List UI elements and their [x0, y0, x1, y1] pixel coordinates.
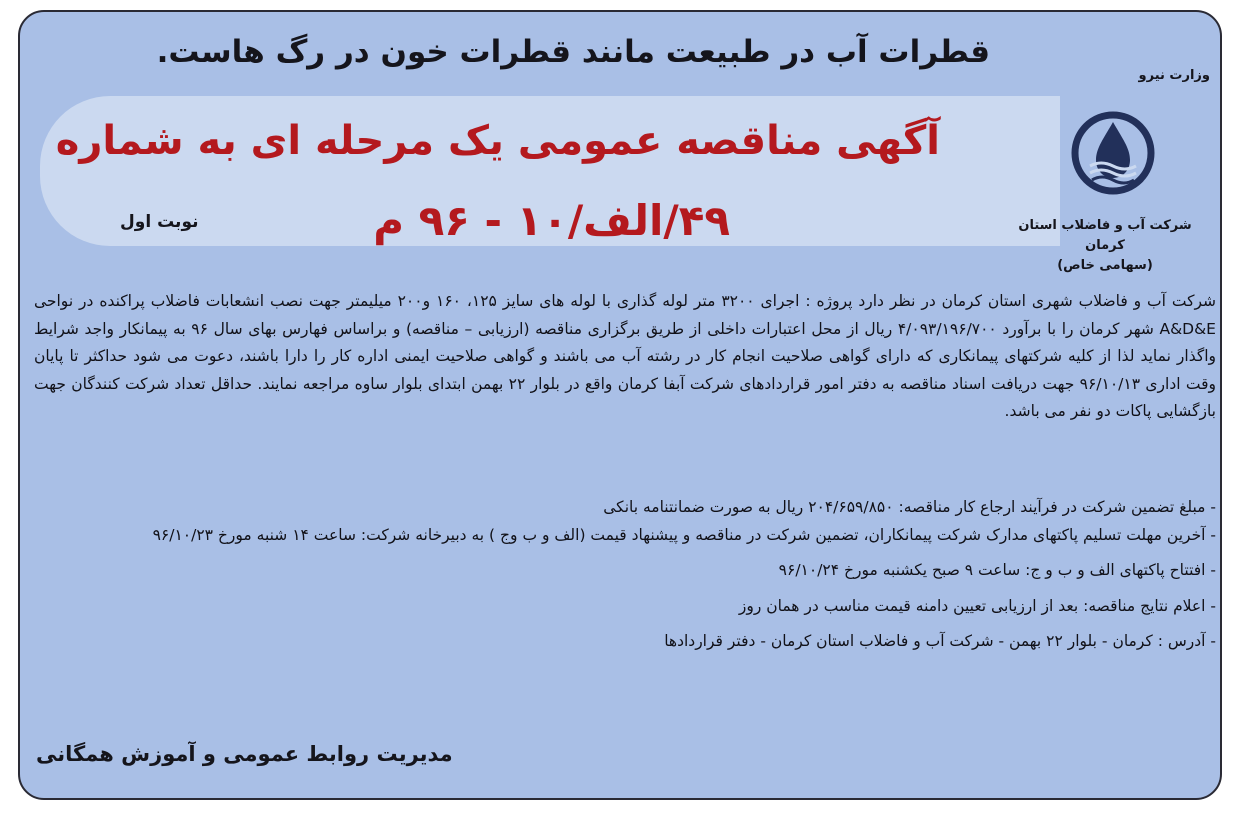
- water-drop-waves-logo-icon: [1068, 108, 1158, 198]
- notice-title: آگهی مناقصه عمومی یک مرحله ای به شماره: [55, 118, 940, 164]
- notice-paragraph: شرکت آب و فاضلاب شهری استان کرمان در نظر دارد پروژه : اجرای ۳۲۰۰ متر لوله گذاری با لوله های سایز ۱۲۵، ۱۶۰ و۲۰۰ میلیمتر جهت نصب انشعابات فاضلاب پراکنده در نواحی A&D&E شهر کرمان را با برآورد ۴/۰۹۳/۱۹۶/۷۰۰ ریال از محل اعتبارات داخلی از طریق برگزاری مناقصه (ارزیابی – مناقصه) و براساس فهارس بهای سال ۹۶ به پیمانکار واجد شرایط واگذار نماید لذا از کلیه شرکتهای پیمانکاری که دارای گواهی صلاحیت انجام کار در رشته آب می باشند و گواهی صلاحیت ایمنی اداره کار را دارا باشند، دعوت می شود حداکثر تا پایان وقت اداری ۹۶/۱۰/۱۳ جهت دریافت اسناد مناقصه به دفتر امور قراردادهای شرکت آبفا کرمان واقع در بلوار ۲۲ بهمن ابتدای بلوار ساوه مراجعه نمایند. حداقل تعداد شرکت کنندگان جهت بازگشایی پاکات دو نفر می باشد.: [34, 292, 1216, 421]
- list-item: - مبلغ تضمین شرکت در فرآیند ارجاع کار مناقصه: ۲۰۴/۶۵۹/۸۵۰ ریال به صورت ضمانتنامه بانکی: [603, 498, 1216, 516]
- publication-round: نوبت اول: [120, 212, 199, 232]
- company-type: (سهامی خاص): [1057, 258, 1153, 273]
- company-name-line: شرکت آب و فاضلاب استان کرمان: [1018, 218, 1192, 253]
- signature: مدیریت روابط عمومی و آموزش همگانی: [36, 742, 453, 766]
- company-name: [1000, 216, 1210, 276]
- list-item: - افتتاح پاکتهای الف و ب و ج: ساعت ۹ صبح یکشنبه مورخ ۹۶/۱۰/۲۴: [778, 561, 1216, 580]
- list-item: - آخرین مهلت تسلیم پاکتهای مدارک شرکت پیمانکاران، تضمین شرکت در مناقصه و پیشنهاد قیمت (الف و ب وج ) به دبیرخانه شرکت: ساعت ۱۴ شنبه مورخ ۹۶/۱۰/۲۳: [152, 525, 1216, 544]
- list-item: - آدرس : کرمان - بلوار ۲۲ بهمن - شرکت آب و فاضلاب استان کرمان - دفتر قراردادها: [664, 632, 1216, 651]
- notice-number: ۴۹/الف/۱۰ - ۹۶ م: [373, 196, 730, 245]
- ministry-label: وزارت نیرو: [1138, 68, 1210, 83]
- notice-body: [34, 288, 1216, 426]
- list-item: - اعلام نتایج مناقصه: بعد از ارزیابی تعیین دامنه قیمت مناسب در همان روز: [738, 596, 1216, 615]
- slogan: قطرات آب در طبیعت مانند قطرات خون در رگ هاست.: [156, 34, 990, 70]
- notice-items: [34, 494, 1216, 656]
